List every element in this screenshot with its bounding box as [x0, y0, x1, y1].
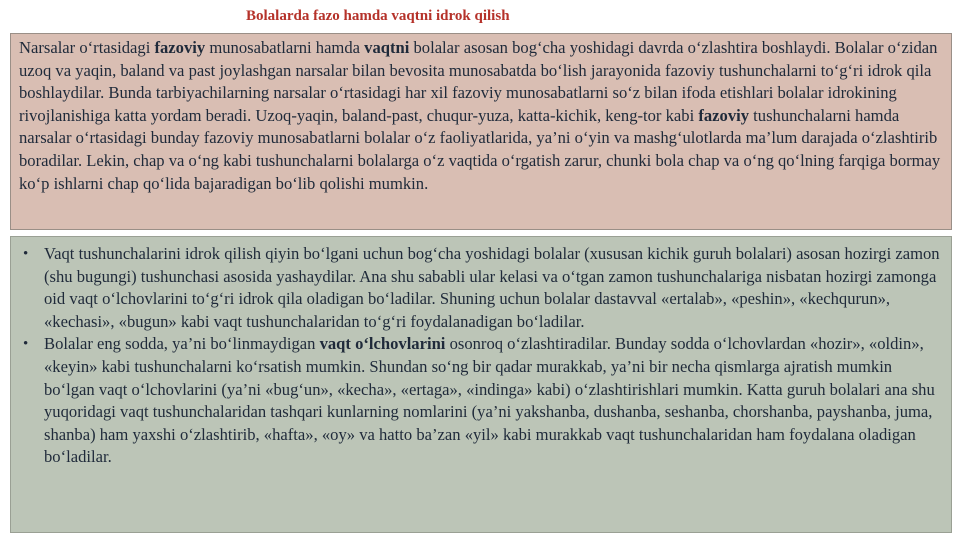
term-fazoviy: fazoviy [698, 105, 750, 125]
bullet-icon: • [23, 336, 29, 353]
list-item-text: osonroq o‘zlashtiradilar. Bunday sodda o‘lchovlardan «hozir», «oldin», «keyin» kabi tushunchalarni ko‘rsatish mumkin. Shundan so‘ng bir qadar murakkab, ya’ni bir necha qismlarga ajratish mumkin bo‘lgan vaqt o‘lchovlarini (ya’ni «bug‘un», «kecha», «ertaga», «indinga» kabi) o‘zlashtirishlari mumkin. Katta guruh bolalari ana shu yuqoridagi vaqt tushunchalaridan tashqari kunlarning nomlarini (ya’ni yakshanba, dushanba, seshanba, chorshanba, payshanba, juma, shanba) ham yaxshi o‘zlashtirib, «hafta», «oy» va hatto ba’zan «yil» kabi murakkab vaqt tushunchalaridan ham foydalana oladigan bo‘ladilar. [44, 334, 935, 467]
bullet-text-box [10, 236, 952, 533]
list-item [19, 243, 943, 333]
term-vaqt-olchovlarini: vaqt o‘lchovlarini [319, 334, 446, 354]
intro-text-box [10, 33, 952, 230]
intro-text: bolalar asosan bog‘cha yoshidagi davrda o‘zlashtira boshlaydi. Bolalar o‘zidan uzoq va yaqin, baland va past joylashgan narsalar bilan bevosita munosabatda bo‘lish jarayonida fazoviy tushunchalarni to‘g‘ri idrok qila boshlaydilar. Bunda tarbiyachilarning narsalar o‘rtasidagi har xil fazoviy munosabatlarni so‘z bilan ifoda etishlari bolalar idrokining rivojlanishiga katta yordam beradi. Uzoq-yaqin, baland-past, chuqur-yuza, katta-kichik, keng-tor kabi [19, 38, 938, 125]
intro-text: tushunchalarni hamda narsalar o‘rtasidagi bunday fazoviy munosabatlarni bolalar o‘z faoliyatlarida, ya’ni o‘yin va mashg‘ulotlarda ma’lum darajada o‘zlashtirib boradilar. Lekin, chap va o‘ng kabi tushunchalarni bolalarga o‘z vaqtida o‘rgatish zarur, chunki bola chap va o‘ng qo‘lning farqiga bormay ko‘p ishlarni chap qo‘lida bajaradigan bo‘lib qolishi mumkin. [19, 105, 941, 193]
intro-text: Narsalar o‘rtasidagi [19, 38, 155, 57]
term-vaqtni: vaqtni [364, 38, 410, 57]
list-item [19, 333, 943, 469]
bullet-list [19, 243, 943, 469]
slide-title: Bolalarda fazo hamda vaqtni idrok qilish [246, 8, 510, 24]
intro-text: munosabatlarni hamda [205, 38, 365, 57]
list-item-text: Bolalar eng sodda, ya’ni bo‘linmaydigan [44, 334, 320, 354]
list-item-text: Vaqt tushunchalarini idrok qilish qiyin bo‘lgani uchun bog‘cha yoshidagi bolalar (xususan kichik guruh bolalari) asosan hozirgi zamon (shu bugungi) tushunchasi asosida yashaydilar. Ana shu sababli ular kelasi va o‘tgan zamon tushunchalariga nisbatan hozirgi zamonga oid vaqt o‘lchovlarini to‘g‘ri idrok qila oladigan bo‘ladilar. Shuning uchun bolalar dastavval «ertalab», «peshin», «kechqurun», «kechasi», «bugun» kabi vaqt tushunchalaridan to‘g‘ri foydalanadigan bo‘ladilar. [44, 244, 940, 331]
bullet-icon: • [23, 246, 29, 262]
term-fazoviy: fazoviy [154, 38, 206, 57]
